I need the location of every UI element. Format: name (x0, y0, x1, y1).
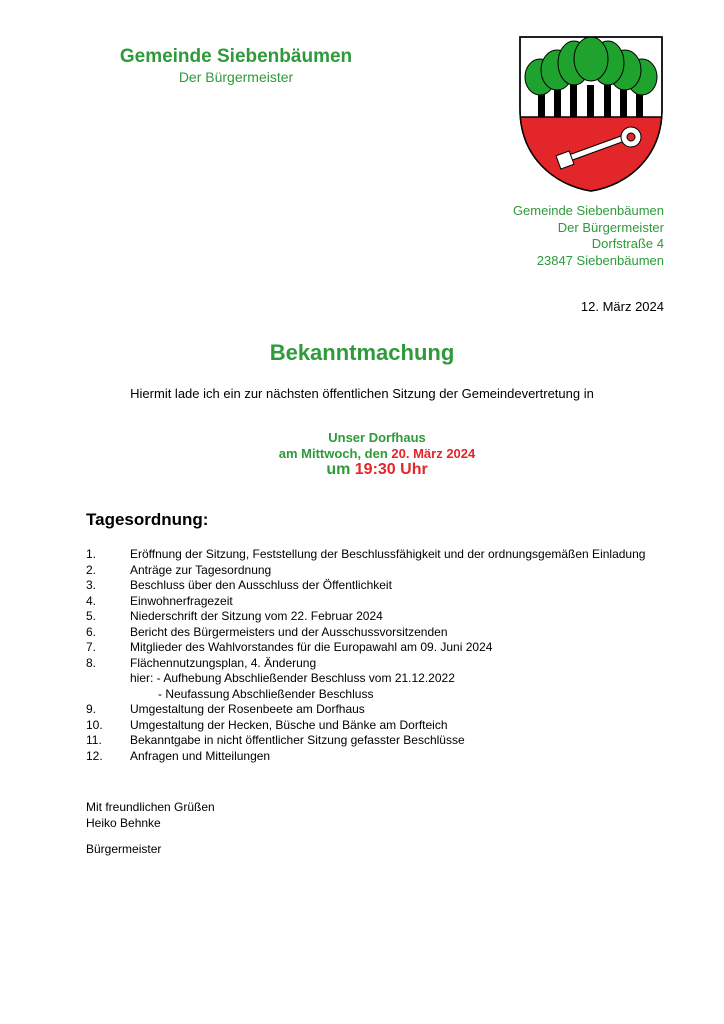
agenda-item-text: Bekanntgabe in nicht öffentlicher Sitzung gefasster Beschlüsse (130, 733, 465, 747)
agenda-item-number: 11. (86, 733, 102, 747)
agenda-list (86, 547, 646, 764)
address-line: Der Bürgermeister (557, 219, 664, 235)
agenda-subitem: - Neufassung Abschließender Beschluss (158, 686, 374, 701)
agenda-item (86, 733, 646, 749)
agenda-item-number: 7. (86, 640, 97, 654)
agenda-item (86, 563, 646, 579)
agenda-item (86, 702, 646, 718)
agenda-title: Tagesordnung: (86, 510, 209, 529)
agenda-item (86, 640, 646, 656)
org-name: Gemeinde Siebenbäumen (119, 46, 353, 67)
intro-text: Hiermit lade ich ein zur nächsten öffentlichen Sitzung der Gemeindevertretung in (130, 386, 594, 401)
agenda-item-text: Mitglieder des Wahlvorstandes für die Europawahl am 09. Juni 2024 (130, 640, 493, 654)
signer-role: Bürgermeister (86, 842, 162, 856)
meeting-time-prefix: um (326, 461, 355, 478)
agenda-item (86, 609, 646, 625)
agenda-item-text: Umgestaltung der Rosenbeete am Dorfhaus (130, 702, 365, 716)
agenda-item-text: Anfragen und Mitteilungen (130, 748, 271, 763)
agenda-item-text: Anträge zur Tagesordnung (130, 562, 272, 577)
closing-greeting: Mit freundlichen Grüßen (86, 800, 215, 814)
coat-of-arms-icon (518, 35, 664, 193)
agenda-item (86, 547, 646, 563)
closing-block (86, 800, 215, 831)
agenda-item-number: 10. (86, 717, 103, 732)
agenda-item (86, 718, 646, 734)
agenda-item-text: Niederschrift der Sitzung vom 22. Februar 2024 (130, 609, 383, 623)
letter-date: 12. März 2024 (580, 299, 664, 314)
meeting-date (0, 446, 724, 461)
agenda-item (86, 656, 646, 672)
agenda-item-number: 4. (86, 593, 97, 608)
address-line: 23847 Siebenbäumen (536, 252, 664, 268)
signer-name: Heiko Behnke (86, 815, 161, 830)
meeting-place: Unser Dorfhaus (328, 430, 426, 445)
sender-address (513, 203, 664, 269)
letterhead (86, 46, 386, 86)
agenda-item (86, 578, 646, 594)
agenda-item-number: 2. (86, 562, 97, 577)
meeting-time-value: 19:30 Uhr (354, 461, 428, 478)
agenda-item (86, 749, 646, 765)
agenda-item-number: 6. (86, 624, 97, 639)
address-line: Gemeinde Siebenbäumen (512, 203, 664, 218)
meeting-date-value: 20. März 2024 (391, 446, 476, 461)
agenda-item-number: 12. (86, 748, 103, 763)
agenda-item-text: Bericht des Bürgermeisters und der Ausschussvorsitzenden (130, 624, 448, 639)
agenda-subitem: hier: - Aufhebung Abschließender Beschluss vom 21.12.2022 (130, 671, 455, 685)
address-line: Dorfstraße 4 (591, 236, 664, 251)
agenda-item-number: 1. (86, 547, 97, 561)
meeting-date-prefix: am Mittwoch, den (278, 446, 392, 461)
agenda-item (86, 625, 646, 641)
agenda-item (86, 594, 646, 610)
agenda-item-text: Umgestaltung der Hecken, Büsche und Bänke am Dorfteich (130, 717, 448, 732)
document-title: Bekanntmachung (269, 340, 455, 365)
agenda-item-text: Eröffnung der Sitzung, Feststellung der Beschlussfähigkeit und der ordnungsgemäßen Einladung (130, 547, 646, 561)
agenda-item-number: 3. (86, 578, 97, 592)
agenda-item-number: 9. (86, 702, 97, 716)
agenda-item-text: Einwohnerfragezeit (130, 593, 233, 608)
agenda-item-number: 8. (86, 655, 97, 670)
agenda-item-text: Flächennutzungsplan, 4. Änderung (130, 655, 317, 670)
agenda-item-number: 5. (86, 609, 97, 623)
agenda-item-text: Beschluss über den Ausschluss der Öffentlichkeit (130, 578, 392, 592)
org-subtitle: Der Bürgermeister (178, 69, 294, 85)
meeting-time (0, 461, 724, 479)
